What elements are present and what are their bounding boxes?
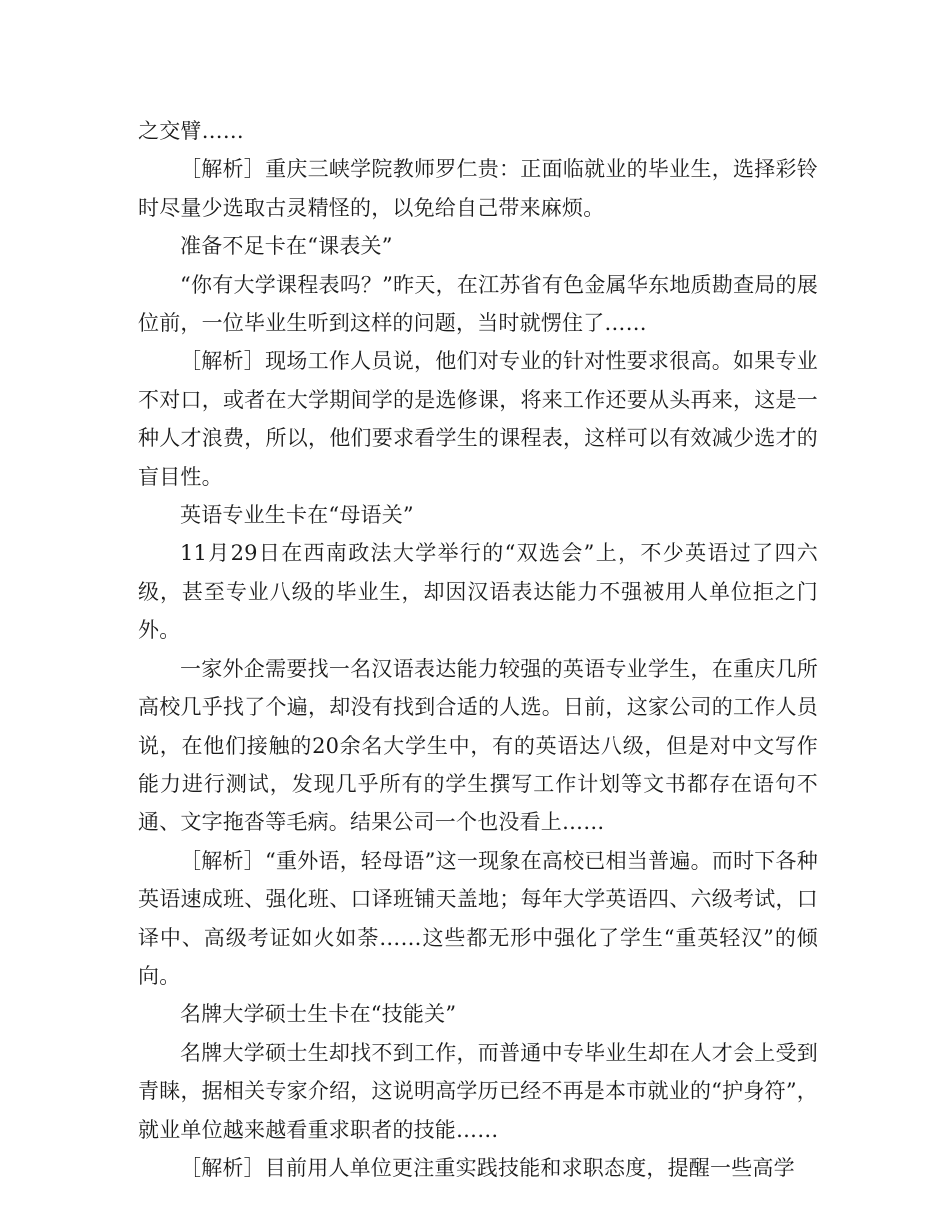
paragraph-analysis: ［解析］重庆三峡学院教师罗仁贵：正面临就业的毕业生，选择彩铃时尽量少选取古灵精怪的，以免给自己带来麻烦。 bbox=[138, 157, 818, 220]
paragraph: 一家外企需要找一名汉语表达能力较强的英语专业学生，在重庆几所高校几乎找了个遍，却没有找到合适的人选。日前，这家公司的工作人员说，在他们接触的20余名大学生中，有的英语达八级，但是对中文写作能力进行测试，发现几乎所有的学生撰写工作计划等文书都存在语句不通、文字拖沓等毛病。结果公司一个也没看上…… bbox=[138, 656, 818, 835]
paragraph-continuation: 之交臂…… bbox=[138, 119, 244, 143]
paragraph: 11月29日在西南政法大学举行的“双选会”上，不少英语过了四六级，甚至专业八级的毕业生，却因汉语表达能力不强被用人单位拒之门外。 bbox=[138, 541, 818, 643]
paragraph-analysis: ［解析］“重外语，轻母语”这一现象在高校已相当普遍。而时下各种英语速成班、强化班、口译班铺天盖地；每年大学英语四、六级考试，口译中、高级考证如火如荼……这些都无形中强化了学生“重英轻汉”的倾向。 bbox=[138, 848, 818, 988]
section-heading: 英语专业生卡在“母语关” bbox=[180, 503, 414, 528]
section-heading: 名牌大学硕士生卡在“技能关” bbox=[180, 1002, 457, 1027]
paragraph-analysis: ［解析］目前用人单位更注重实践技能和求职态度，提醒一些高学 bbox=[180, 1155, 795, 1180]
document-body bbox=[138, 112, 818, 1187]
section-heading: 准备不足卡在“课表关” bbox=[180, 234, 393, 259]
paragraph: “你有大学课程表吗？”昨天，在江苏省有色金属华东地质勘查局的展位前，一位毕业生听到这样的问题，当时就愣住了…… bbox=[138, 272, 818, 336]
paragraph: 名牌大学硕士生却找不到工作，而普通中专毕业生却在人才会上受到青睐，据相关专家介绍，这说明高学历已经不再是本市就业的“护身符”，就业单位越来越看重求职者的技能…… bbox=[138, 1040, 818, 1142]
paragraph-analysis: ［解析］现场工作人员说，他们对专业的针对性要求很高。如果专业不对口，或者在大学期间学的是选修课，将来工作还要从头再来，这是一种人才浪费，所以，他们要求看学生的课程表，这样可以有效减少选才的盲目性。 bbox=[138, 349, 818, 489]
